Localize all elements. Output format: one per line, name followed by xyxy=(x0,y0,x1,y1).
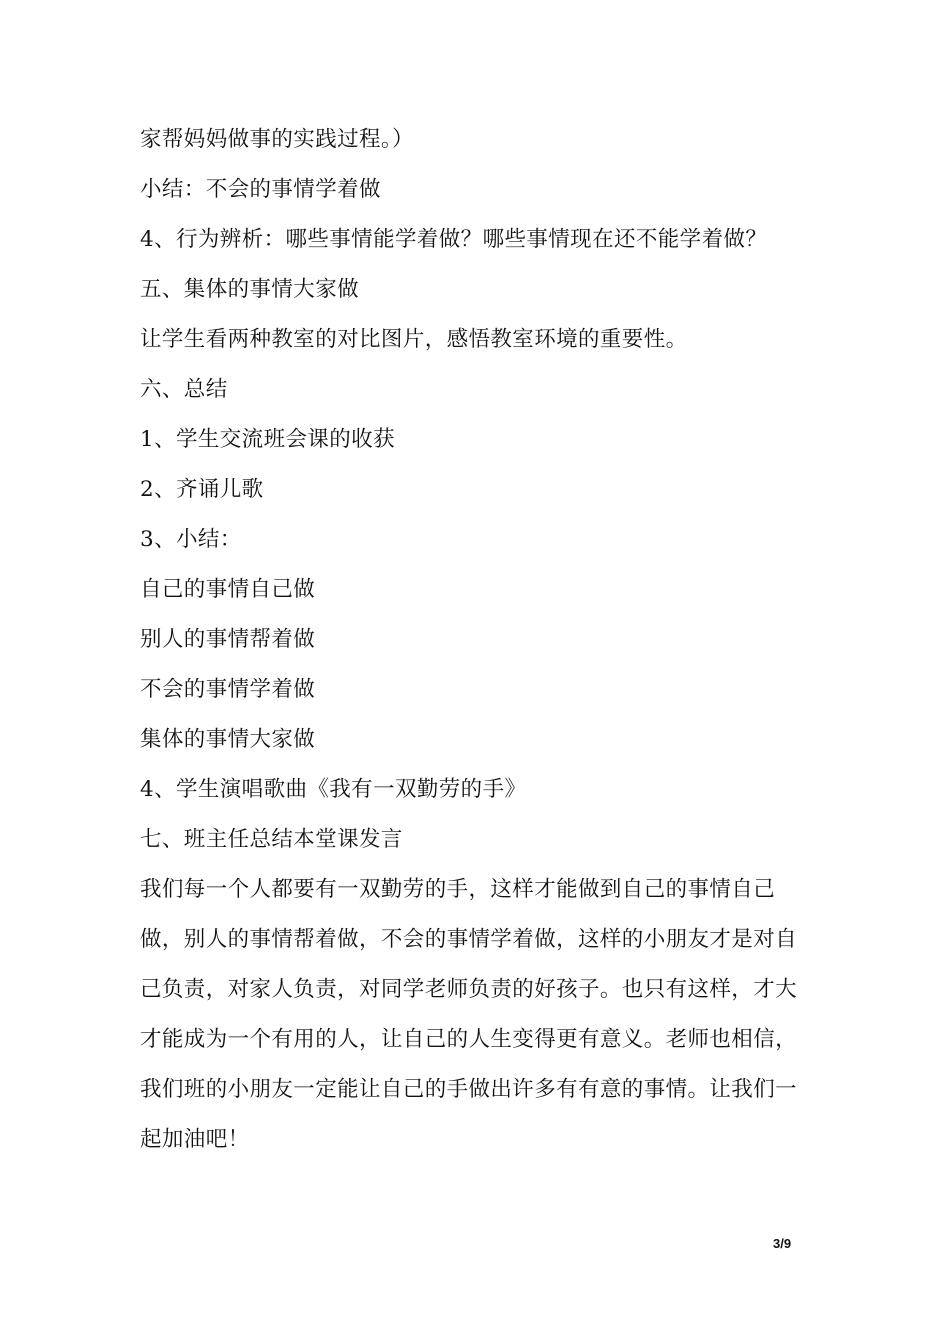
text-line: 让学生看两种教室的对比图片，感悟教室环境的重要性。 xyxy=(140,327,688,352)
paragraph-line: 做，别人的事情帮着做，不会的事情学着做，这样的小朋友才是对自 xyxy=(140,927,798,952)
section-heading: 七、班主任总结本堂课发言 xyxy=(140,827,403,852)
page-number: 3/9 xyxy=(773,1236,792,1251)
closing-paragraph xyxy=(140,870,820,1170)
paragraph-line: 我们班的小朋友一定能让自己的手做出许多有有意的事情。让我们一 xyxy=(140,1077,798,1102)
paragraph-line: 才能成为一个有用的人，让自己的人生变得更有意义。老师也相信， xyxy=(140,1027,798,1052)
list-item: 3、小结： xyxy=(140,527,242,552)
list-item: 2、齐诵儿歌 xyxy=(140,477,264,502)
rhyme-line: 不会的事情学着做 xyxy=(140,677,316,702)
text-line: 小结：不会的事情学着做 xyxy=(140,177,381,202)
rhyme-line: 别人的事情帮着做 xyxy=(140,627,316,652)
paragraph-line: 我们每一个人都要有一双勤劳的手，这样才能做到自己的事情自己 xyxy=(140,877,776,902)
document-body xyxy=(140,120,820,870)
text-line: 4、行为辨析：哪些事情能学着做？哪些事情现在还不能学着做？ xyxy=(140,227,768,252)
paragraph-line: 起加油吧！ xyxy=(140,1127,250,1152)
list-item: 4、学生演唱歌曲《我有一双勤劳的手》 xyxy=(140,777,527,802)
text-line: 家帮妈妈做事的实践过程。） xyxy=(140,127,414,152)
list-item: 1、学生交流班会课的收获 xyxy=(140,427,395,452)
section-heading: 五、集体的事情大家做 xyxy=(140,277,360,302)
section-heading: 六、总结 xyxy=(140,377,228,402)
rhyme-line: 自己的事情自己做 xyxy=(140,577,316,602)
rhyme-line: 集体的事情大家做 xyxy=(140,727,316,752)
paragraph-line: 己负责，对家人负责，对同学老师负责的好孩子。也只有这样，才大 xyxy=(140,977,798,1002)
